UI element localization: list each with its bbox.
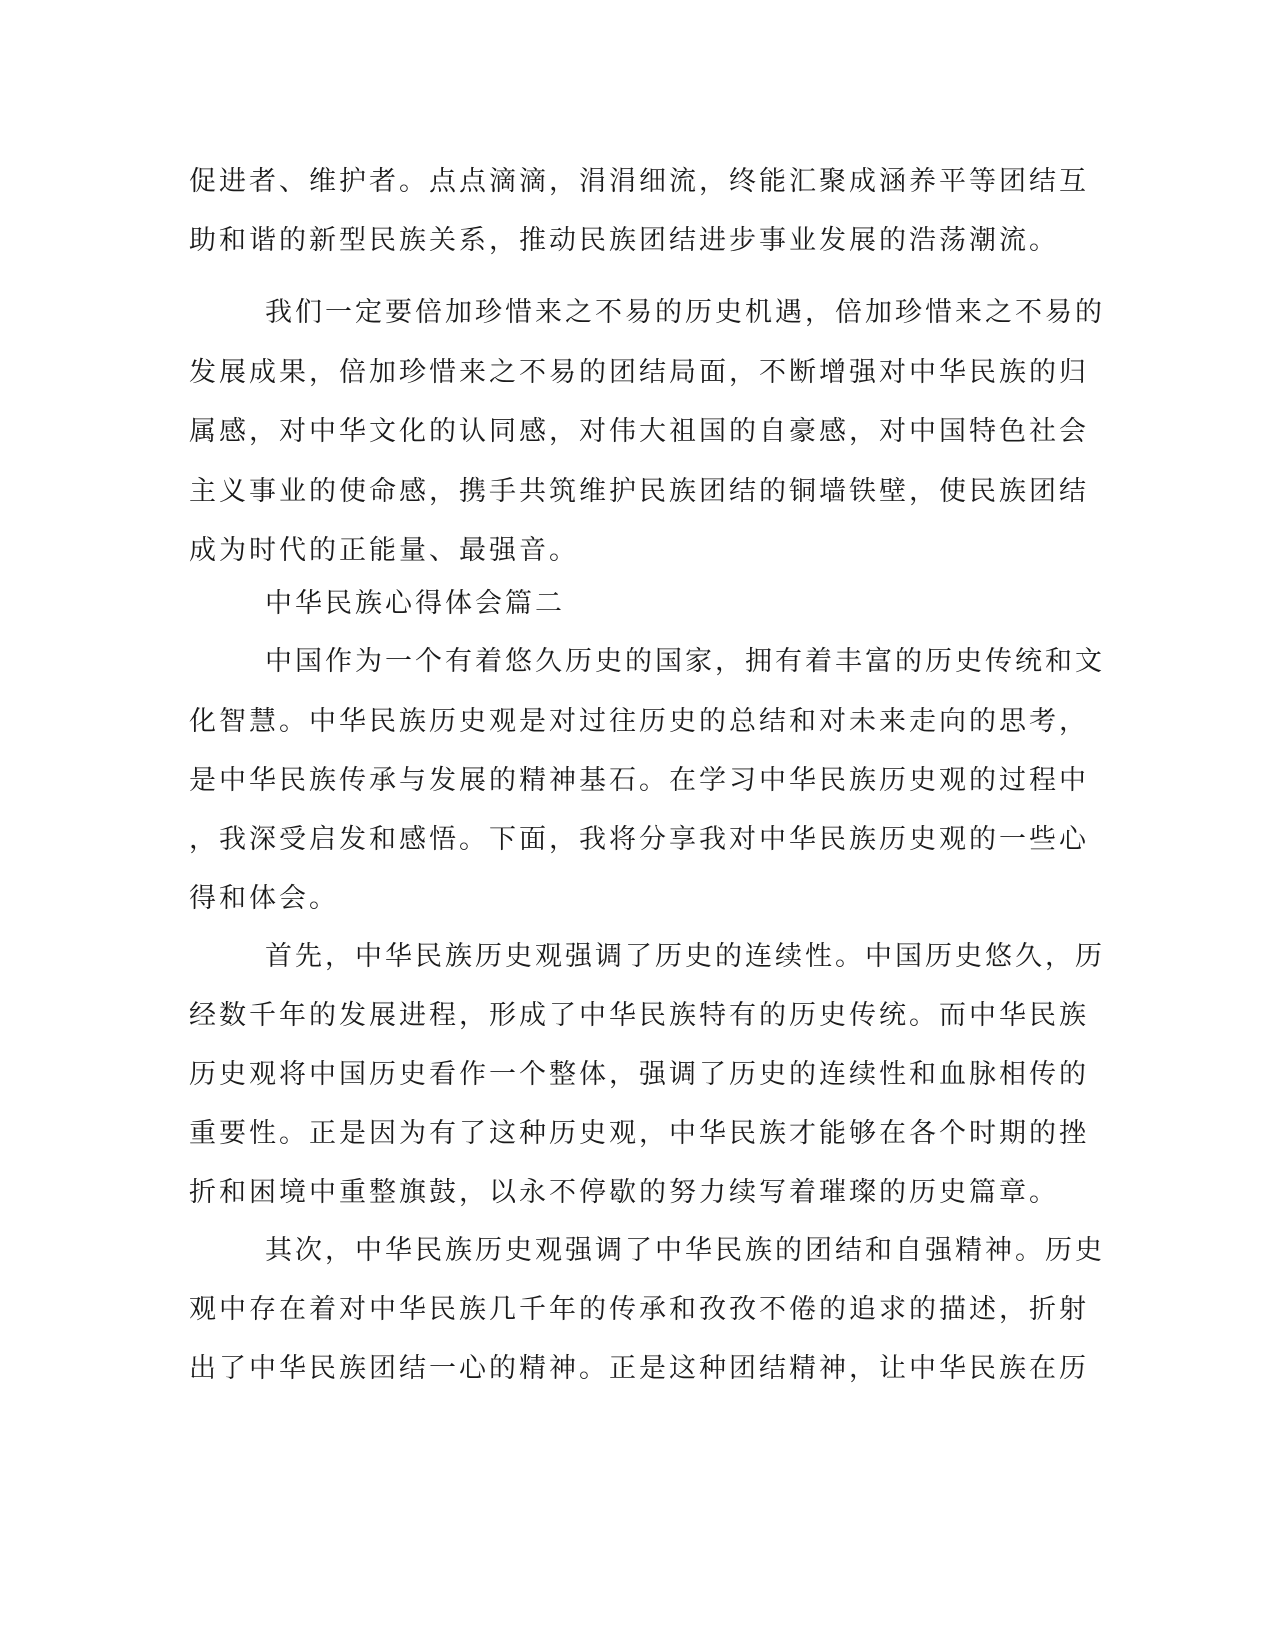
paragraph-line: 经数千年的发展进程，形成了中华民族特有的历史传统。而中华民族: [189, 1000, 1089, 1031]
paragraph-line: 历史观将中国历史看作一个整体，强调了历史的连续性和血脉相传的: [189, 1059, 1089, 1090]
section-heading: 中华民族心得体会篇二: [265, 588, 565, 619]
paragraph-line: 其次，中华民族历史观强调了中华民族的团结和自强精神。历史: [265, 1235, 1105, 1266]
paragraph-line: 发展成果，倍加珍惜来之不易的团结局面，不断增强对中华民族的归: [189, 357, 1089, 388]
paragraph-line: ，我深受启发和感悟。下面，我将分享我对中华民族历史观的一些心: [189, 824, 1089, 855]
paragraph-line: 我们一定要倍加珍惜来之不易的历史机遇，倍加珍惜来之不易的: [265, 297, 1105, 328]
paragraph-line: 促进者、维护者。点点滴滴，涓涓细流，终能汇聚成涵养平等团结互: [189, 166, 1089, 197]
paragraph-line: 重要性。正是因为有了这种历史观，中华民族才能够在各个时期的挫: [189, 1118, 1089, 1149]
paragraph-line: 属感，对中华文化的认同感，对伟大祖国的自豪感，对中国特色社会: [189, 416, 1089, 447]
paragraph-line: 助和谐的新型民族关系，推动民族团结进步事业发展的浩荡潮流。: [189, 225, 1059, 256]
paragraph-line: 化智慧。中华民族历史观是对过往历史的总结和对未来走向的思考，: [189, 706, 1089, 737]
paragraph-line: 观中存在着对中华民族几千年的传承和孜孜不倦的追求的描述，折射: [189, 1294, 1089, 1325]
paragraph-line: 折和困境中重整旗鼓，以永不停歇的努力续写着璀璨的历史篇章。: [189, 1177, 1059, 1208]
paragraph-line: 主义事业的使命感，携手共筑维护民族团结的铜墙铁壁，使民族团结: [189, 476, 1089, 507]
paragraph-line: 出了中华民族团结一心的精神。正是这种团结精神，让中华民族在历: [189, 1353, 1089, 1384]
paragraph-line: 是中华民族传承与发展的精神基石。在学习中华民族历史观的过程中: [189, 765, 1089, 796]
paragraph-line: 首先，中华民族历史观强调了历史的连续性。中国历史悠久，历: [265, 941, 1105, 972]
paragraph-line: 得和体会。: [189, 883, 339, 914]
paragraph-line: 成为时代的正能量、最强音。: [189, 535, 579, 566]
paragraph-line: 中国作为一个有着悠久历史的国家，拥有着丰富的历史传统和文: [265, 646, 1105, 677]
